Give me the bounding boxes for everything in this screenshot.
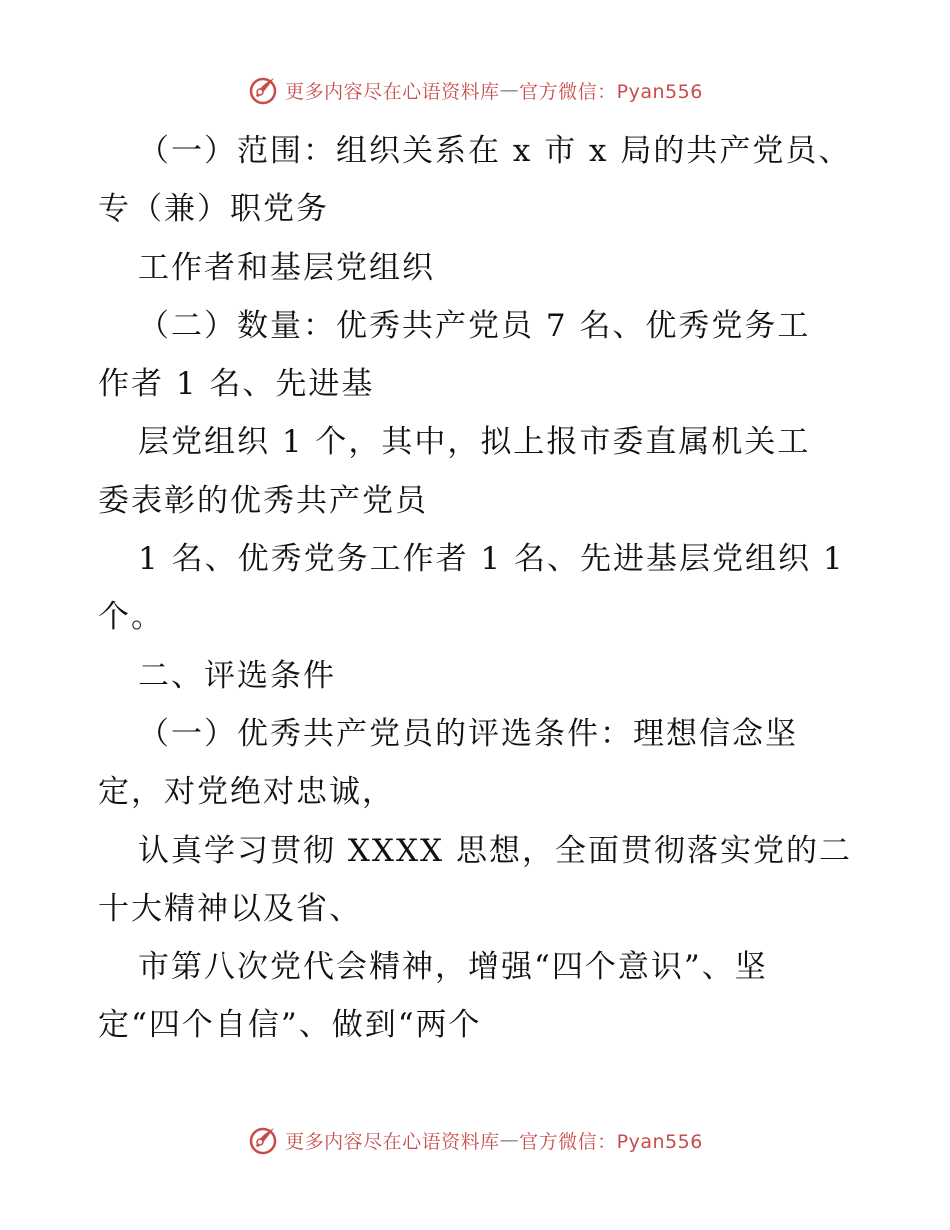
section-heading: 二、评选条件: [138, 657, 336, 694]
paragraph-line: 定“四个自信”、做到“两个: [98, 1007, 482, 1044]
watermark-lead-text: 更多内容尽在心语资料库: [285, 80, 500, 103]
watermark-dash: —: [499, 1129, 520, 1151]
paragraph-line: 层党组织 1 个，其中，拟上报市委直属机关工: [138, 424, 811, 461]
watermark-footer: [0, 1123, 950, 1157]
paragraph-line: （一）范围：组织关系在 x 市 x 局的共产党员、: [138, 133, 852, 169]
paragraph-line: 个。: [98, 599, 164, 636]
paragraph-line: 市第八次党代会精神，增强“四个意识”、坚: [138, 949, 768, 986]
quill-seal-icon: [247, 74, 279, 106]
paragraph-line: 作者 1 名、先进基: [98, 366, 375, 403]
watermark-contact-text: 官方微信：Pyan556: [519, 80, 703, 103]
quill-seal-icon: [247, 1124, 279, 1156]
paragraph-line: 专（兼）职党务: [98, 191, 329, 228]
watermark-dash: —: [499, 79, 520, 101]
paragraph-line: 1 名、优秀党务工作者 1 名、先进基层党组织 1: [138, 541, 845, 578]
paragraph-line: （一）优秀共产党员的评选条件：理想信念坚: [138, 715, 798, 752]
watermark-header: [0, 73, 950, 107]
paragraph-line: 委表彰的优秀共产党员: [98, 482, 428, 519]
watermark-lead-text: 更多内容尽在心语资料库: [285, 1130, 500, 1153]
document-body: [98, 122, 858, 1055]
paragraph-line: 十大精神以及省、: [98, 890, 362, 927]
paragraph-line: 工作者和基层党组织: [138, 249, 435, 286]
paragraph-line: （二）数量：优秀共产党员 7 名、优秀党务工: [138, 307, 811, 344]
paragraph-line: 定，对党绝对忠诚，: [98, 774, 395, 811]
watermark-contact-text: 官方微信：Pyan556: [519, 1130, 703, 1153]
paragraph-line: 认真学习贯彻 XXXX 思想，全面贯彻落实党的二: [138, 832, 852, 869]
